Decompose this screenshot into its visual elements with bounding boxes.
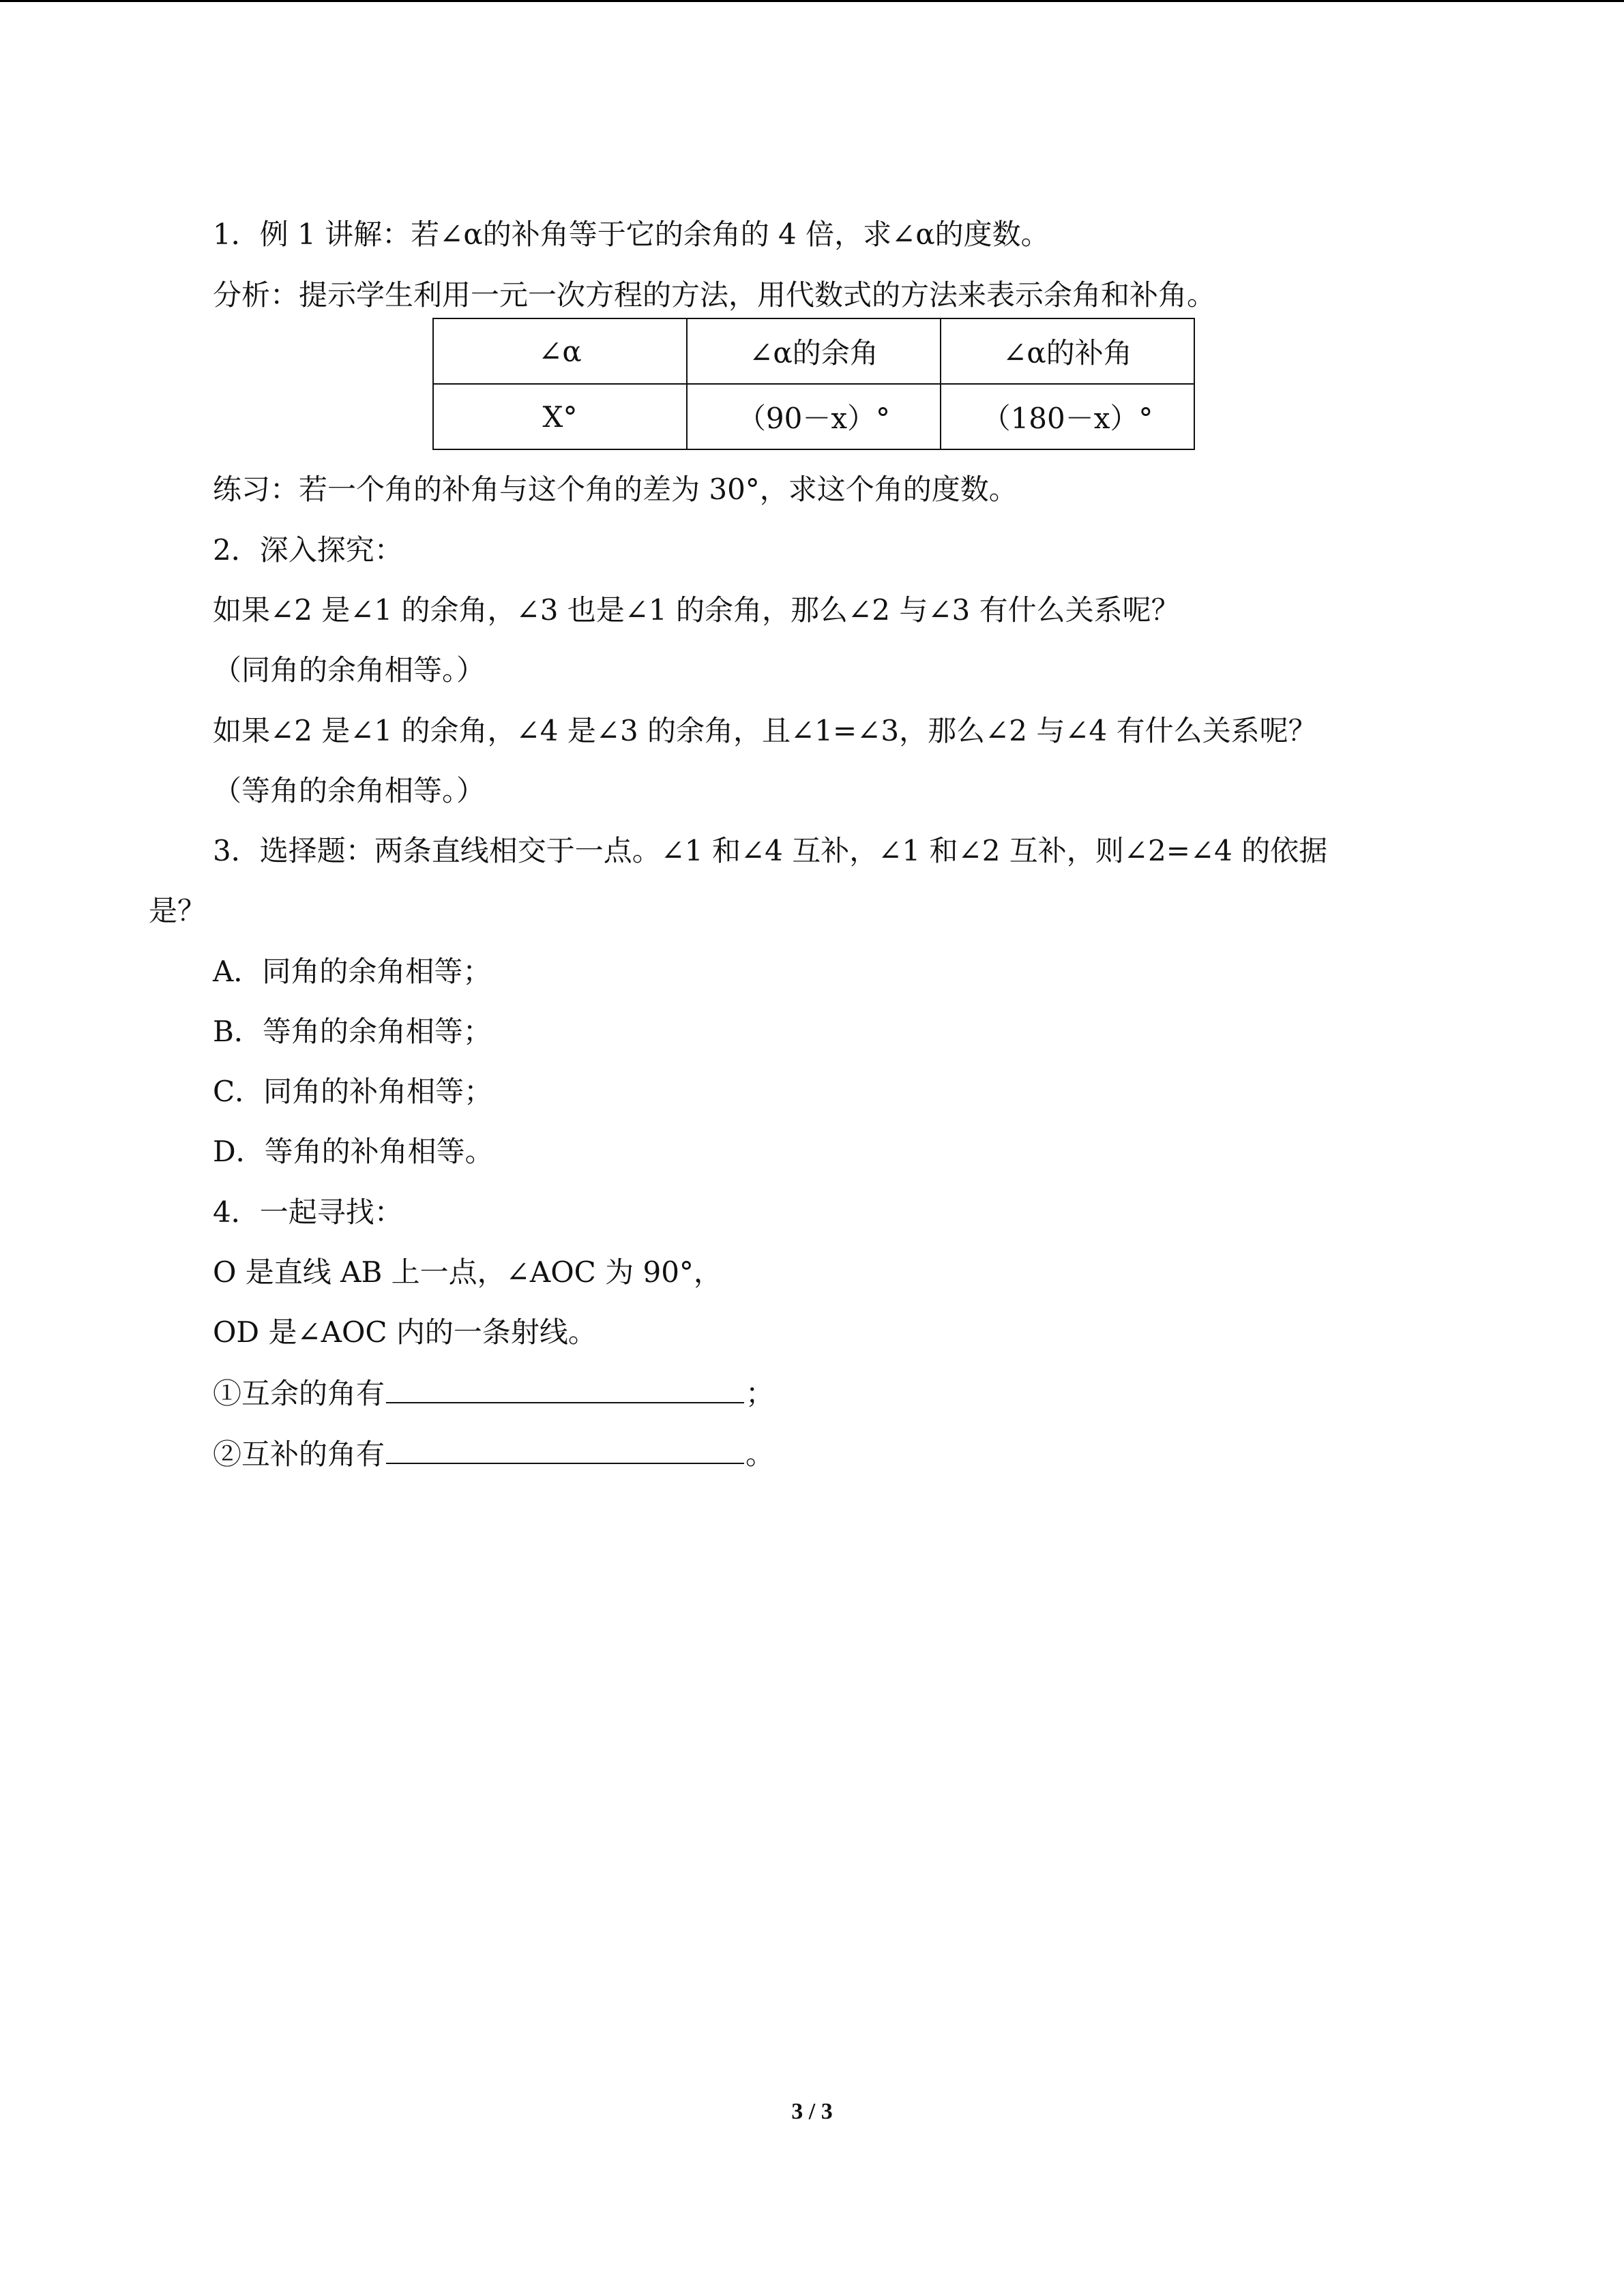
explore-answer-1: （同角的余角相等。） [213,653,486,687]
fill-label-supplementary: ②互补的角有 [213,1437,385,1471]
example1-title: 1．例 1 讲解：若∠α的补角等于它的余角的 4 倍，求∠α的度数。 [213,218,1050,251]
page-number: 3 / 3 [791,2099,833,2124]
choice-question-line2: 是？ [149,894,207,927]
practice-question: 练习：若一个角的补角与这个角的差为 30°，求这个角的度数。 [213,473,1018,506]
explore-question-2: 如果∠2 是∠1 的余角，∠4 是∠3 的余角，且∠1=∠3，那么∠2 与∠4 有什么关系呢？ [213,714,1317,747]
angle-table [432,318,1195,450]
table-header-cell: ∠α的补角 [941,318,1194,384]
choice-question-line1: 3．选择题：两条直线相交于一点。∠1 和∠4 互补，∠1 和∠2 互补，则∠2=∠4 的依据 [213,834,1328,867]
example1-analysis: 分析：提示学生利用一元一次方程的方法，用代数式的方法来表示余角和补角。 [213,278,1216,312]
page-top-border [0,0,1624,2]
explore-answer-2: （等角的余角相等。） [213,774,486,807]
table-header-row [433,318,1194,384]
fill-blank-supplementary [213,1433,774,1475]
find-line-1: O 是直线 AB 上一点，∠AOC 为 90°， [213,1255,722,1289]
find-title: 4．一起寻找： [213,1195,403,1229]
fill-label-complementary: ①互余的角有 [213,1377,385,1410]
choice-option-c: C．同角的补角相等； [213,1075,493,1108]
table-row [433,384,1194,449]
answer-blank-complementary[interactable] [386,1372,744,1403]
fill-end-punct: ； [745,1377,775,1410]
fill-blank-complementary [213,1372,774,1414]
table-header-cell: ∠α [433,318,687,384]
choice-option-a: A．同角的余角相等； [213,955,492,988]
table-cell: （180－x）° [941,384,1194,449]
fill-end-punct: 。 [745,1437,775,1471]
choice-option-d: D．等角的补角相等。 [213,1135,494,1168]
table-header-cell: ∠α的余角 [687,318,941,384]
table-cell: X° [433,384,687,449]
find-line-2: OD 是∠AOC 内的一条射线。 [213,1315,597,1349]
table-cell: （90－x）° [687,384,941,449]
choice-option-b: B．等角的余角相等； [213,1015,492,1048]
answer-blank-supplementary[interactable] [386,1433,744,1464]
explore-title: 2．深入探究： [213,533,403,567]
explore-question-1: 如果∠2 是∠1 的余角，∠3 也是∠1 的余角，那么∠2 与∠3 有什么关系呢？ [213,593,1180,627]
